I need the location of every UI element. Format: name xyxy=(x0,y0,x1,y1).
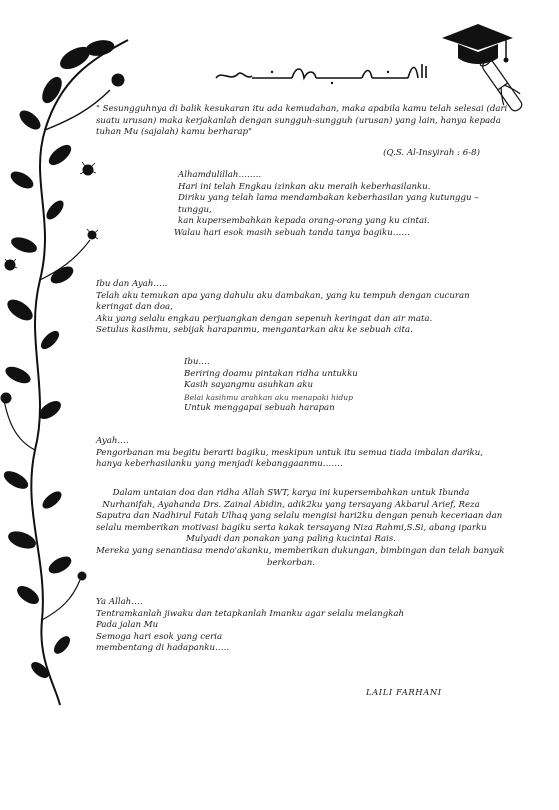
stanza-line: membentang di hadapanku….. xyxy=(96,643,230,654)
stanza-line: Walau hari esok masih sebuah tanda tanya bagiku…… xyxy=(174,227,410,238)
paragraph-line: Ibu dan Ayah….. xyxy=(96,279,168,289)
parents-paragraph xyxy=(96,279,470,337)
stanza-line: Alhamdulillah…….. xyxy=(178,170,262,180)
quote-line: suatu urusan) maka kerjakanlah dengan sungguh-sungguh (urusan) yang lain, hanya kepada xyxy=(96,115,501,126)
paragraph-line: Nurhanifah, Ayahanda Drs. Zainal Abidin, adik2ku yang tersayang Akbarul Arief, Reza xyxy=(102,499,480,510)
paragraph-line: Dalam untaian doa dan ridha Allah SWT, karya ini kupersembahkan untuk Ibunda xyxy=(112,488,470,498)
paragraph-line: Aku yang selalu engkau perjuangkan dengan sepenuh keringat dan air mata. xyxy=(96,313,433,324)
paragraph-line: Telah aku temukan apa yang dahulu aku dambakan, yang ku tempuh dengan cucuran xyxy=(96,290,470,301)
paragraph-line: Mulyadi dan ponakan yang paling kucintai Rais. xyxy=(185,534,397,545)
paragraph-line: Ayah…. xyxy=(96,436,129,446)
stanza-line: Beriring doamu pintakan ridha untukku xyxy=(184,368,358,379)
stanza-line: Diriku yang telah lama mendambakan keberhasilan yang kutunggu – xyxy=(178,193,479,204)
basmala-calligraphy-icon xyxy=(212,60,432,86)
prayer-stanza xyxy=(96,597,404,655)
paragraph-line: selalu memberikan motivasi bagiku serta kakak tersayang Niza Rahmi,S.Si, abang iparku xyxy=(96,522,487,533)
paragraph-line: Setulus kasihmu, sebijak harapanmu, mengantarkan aku ke sebuah cita. xyxy=(96,325,413,336)
stanza-line: Pada jalan Mu xyxy=(96,620,159,631)
stanza-line: Belai kasihmu arahkan aku menapaki hidup xyxy=(184,392,354,402)
paragraph-line: hanya keberhasilanku yang menjadi kebanggaanmu……. xyxy=(96,459,343,470)
paragraph-line: berkorban. xyxy=(266,557,316,568)
stanza-line: tunggu, xyxy=(178,204,212,215)
stanza-line: Hari ini telah Engkau izinkan aku meraih keberhasilanku. xyxy=(178,181,431,192)
quran-quote xyxy=(96,104,507,139)
mother-stanza xyxy=(184,357,358,415)
opening-stanza xyxy=(174,170,479,240)
quote-source: (Q.S. Al-Insyirah : 6-8) xyxy=(383,148,480,158)
stanza-line: Ya Allah…. xyxy=(96,597,143,607)
stanza-line: Untuk menggapai sebuah harapan xyxy=(184,403,335,414)
quote-line: " Sesungguhnya di balik kesukaran itu ada kemudahan, maka apabila kamu telah selesai (dari xyxy=(96,104,508,114)
stanza-line: Kasih sayangmu asuhkan aku xyxy=(184,380,313,391)
author-signature: LAILI FARHANI xyxy=(366,687,442,697)
stanza-line: kan kupersembahkan kepada orang-orang yang ku cintai. xyxy=(178,216,430,227)
paragraph-line: keringat dan doa, xyxy=(96,302,173,313)
paragraph-line: Pengorbanan mu begitu berarti bagiku, meskipun untuk itu semua tiada imbalan dariku, xyxy=(96,447,483,458)
stanza-line: Ibu…. xyxy=(184,357,210,367)
dedication-paragraph xyxy=(96,488,505,569)
father-paragraph xyxy=(96,436,483,471)
quote-line: tuhan Mu (sajalah) kamu berharap" xyxy=(96,127,252,138)
stanza-line: Semoga hari esok yang ceria xyxy=(96,631,223,642)
stanza-line: Tentramkanlah jiwaku dan tetapkanlah Imanku agar selalu melangkah xyxy=(96,608,405,619)
paragraph-line: Mereka yang senantiasa mendo'akanku, memberikan dukungan, bimbingan dan telah banyak xyxy=(96,545,505,556)
paragraph-line: Saputra dan Nadhirul Fatah Ulhaq yang selalu mengisi hari2ku dengan penuh keceriaan dan xyxy=(96,511,503,522)
